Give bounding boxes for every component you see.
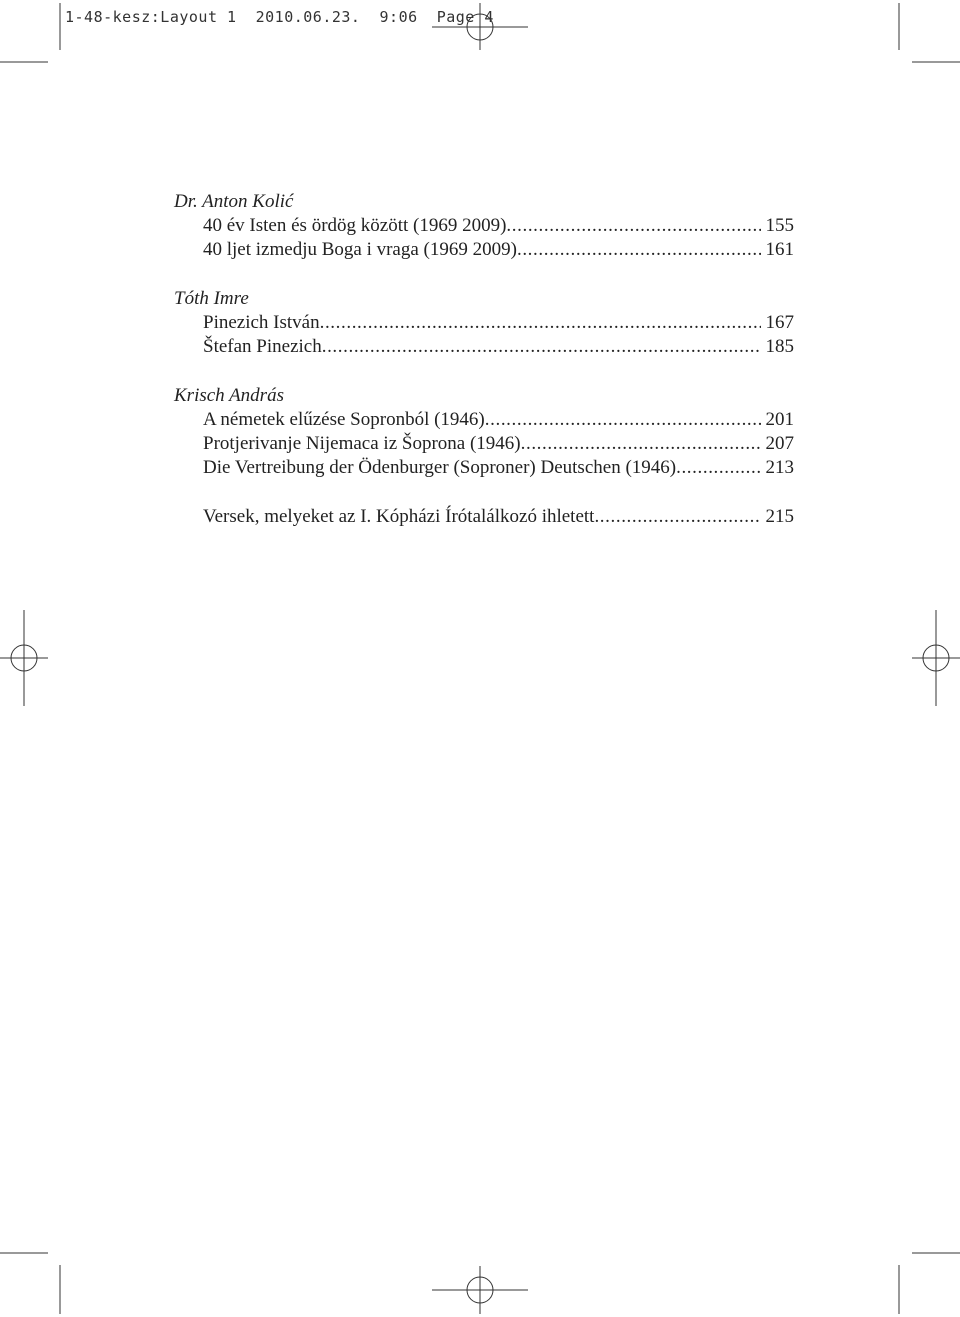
toc-entry[interactable] [174, 432, 794, 456]
toc-entry-page: 155 [765, 215, 794, 236]
slug-line: 1-48-kesz:Layout 1 2010.06.23. 9:06 Page 4 [65, 8, 494, 26]
toc-entry[interactable] [174, 335, 794, 359]
toc-group [174, 505, 794, 529]
toc-entry[interactable] [174, 456, 794, 480]
toc-entry[interactable] [174, 408, 794, 432]
registration-mark [912, 610, 960, 706]
toc-author: Tóth Imre [174, 288, 249, 309]
registration-mark [432, 1266, 528, 1314]
toc-author: Dr. Anton Kolić [174, 191, 294, 212]
toc-entry-title: Versek, melyeket az I. Kópházi Írótalálkozó ihletett [203, 506, 595, 527]
dot-leader [521, 432, 761, 456]
toc-group [174, 190, 794, 262]
toc-entry-title: 40 év Isten és ördög között (1969 2009) [203, 215, 507, 236]
dot-leader [322, 335, 761, 359]
toc-entry[interactable] [174, 238, 794, 262]
toc-entry-title: Die Vertreibung der Ödenburger (Soproner) Deutschen (1946) [203, 457, 677, 478]
toc-entry-title: Pinezich István [203, 312, 320, 333]
registration-mark [432, 3, 528, 50]
toc-group [174, 384, 794, 480]
toc-entry-page: 207 [765, 433, 794, 454]
dot-leader [676, 456, 760, 480]
toc-entry-page: 185 [765, 336, 794, 357]
toc-entry-title: Štefan Pinezich [203, 336, 322, 357]
toc-entry-title: 40 ljet izmedju Boga i vraga (1969 2009) [203, 239, 517, 260]
toc-group [174, 287, 794, 359]
dot-leader [320, 311, 761, 335]
toc-entry-page: 161 [765, 239, 794, 260]
dot-leader [506, 214, 760, 238]
toc-entry-title: A németek elűzése Sopronból (1946) [203, 409, 485, 430]
registration-mark [0, 610, 48, 706]
dot-leader [485, 408, 761, 432]
toc-entry-page: 213 [765, 457, 794, 478]
toc-entry[interactable] [174, 311, 794, 335]
toc-entry-title: Protjerivanje Nijemaca iz Šoprona (1946) [203, 433, 521, 454]
dot-leader [517, 238, 761, 262]
toc-entry-page: 215 [765, 506, 794, 527]
toc-entry[interactable] [174, 505, 794, 529]
toc-entry-page: 167 [765, 312, 794, 333]
toc-author: Krisch András [174, 385, 284, 406]
table-of-contents [174, 190, 794, 554]
toc-entry-page: 201 [765, 409, 794, 430]
toc-entry[interactable] [174, 214, 794, 238]
dot-leader [594, 505, 760, 529]
